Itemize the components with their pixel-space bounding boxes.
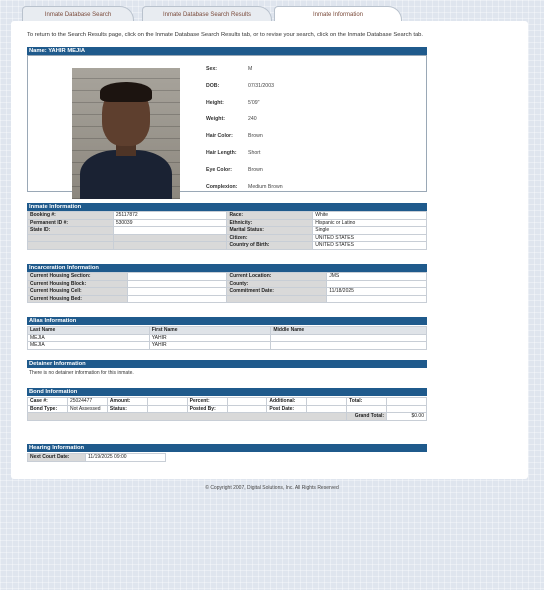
detainer-header: Detainer Information (27, 360, 427, 368)
field-label: Commitment Date: (227, 288, 327, 296)
field-value (327, 295, 427, 303)
bond-label: Percent: (187, 398, 227, 406)
field-label: County: (227, 280, 327, 288)
bond-label: Additional: (267, 398, 307, 406)
bond-label: Post Date: (267, 405, 307, 413)
next-court-date-label: Next Court Date: (28, 454, 86, 462)
incarceration-table (27, 272, 427, 303)
alias-cell: MEJIA (28, 342, 150, 350)
field-label (28, 234, 114, 242)
profile-label: Sex: (206, 66, 217, 72)
alias-column-header: First Name (149, 327, 271, 335)
profile-value: 5'09" (248, 99, 260, 106)
bond-value (227, 398, 267, 406)
bond-value (227, 405, 267, 413)
grand-total-spacer (28, 413, 347, 421)
field-label: Current Housing Cell: (28, 288, 128, 296)
table-row (28, 212, 427, 220)
grand-total-row (28, 413, 427, 421)
bond-value (147, 405, 187, 413)
profile-label: Hair Color: (206, 133, 233, 140)
field-label: Country of Birth: (227, 242, 313, 250)
hearing-header: Hearing Information (27, 444, 427, 452)
bond-value (387, 398, 427, 406)
bond-value: Not Assessed (67, 405, 107, 413)
alias-table (27, 326, 427, 350)
table-row (28, 280, 427, 288)
bond-label: Total: (347, 398, 387, 406)
table-row (28, 219, 427, 227)
table-row (28, 398, 427, 406)
profile-label: Complexion: (206, 183, 238, 190)
field-value: Single (313, 227, 427, 235)
bond-header: Bond Information (27, 388, 427, 396)
field-label: State ID: (28, 227, 114, 235)
bond-label: Amount: (107, 398, 147, 406)
field-label (227, 295, 327, 303)
content-panel (11, 21, 528, 479)
field-label: Current Location: (227, 273, 327, 281)
field-label: Race: (227, 212, 313, 220)
incarceration-header: Incarceration Information (27, 264, 427, 272)
bond-value (147, 398, 187, 406)
tab-inmate-database-search-results[interactable]: Inmate Database Search Results (142, 6, 272, 22)
field-value (113, 242, 227, 250)
field-value (113, 227, 227, 235)
field-label: Current Housing Block: (28, 280, 128, 288)
field-value (327, 280, 427, 288)
table-row (28, 242, 427, 250)
table-row (28, 273, 427, 281)
alias-header: Alias Information (27, 317, 427, 325)
field-label: Current Housing Bed: (28, 295, 128, 303)
tab-inmate-information[interactable]: Inmate Information (274, 6, 402, 22)
field-value (127, 273, 227, 281)
alias-column-header: Last Name (28, 327, 150, 335)
field-value: 11/18/2025 (327, 288, 427, 296)
field-value (127, 280, 227, 288)
field-label: Ethnicity: (227, 219, 313, 227)
next-court-date-value: 11/19/2025 09:00 (86, 454, 166, 462)
field-value: JMS (327, 273, 427, 281)
profile-value: 07/31/2003 (248, 82, 274, 89)
tab-bar (22, 6, 402, 22)
profile-value: Brown (248, 166, 263, 173)
bond-label: Case #: (28, 398, 68, 406)
bond-value: 25024477 (67, 398, 107, 406)
field-label: Permanent ID #: (28, 219, 114, 227)
field-label: Current Housing Section: (28, 273, 128, 281)
inmate-photo (72, 68, 180, 199)
alias-cell: YAHIR (149, 334, 271, 342)
bond-label: Status: (107, 405, 147, 413)
table-row (28, 227, 427, 235)
profile-value: M (248, 66, 253, 72)
grand-total-label: Grand Total: (347, 413, 387, 421)
hearing-table (27, 453, 427, 462)
field-value: 25117872 (113, 212, 227, 220)
alias-cell: YAHIR (149, 342, 271, 350)
footer-copyright: © Copyright 2007, Digital Solutions, Inc. All Rights Reserved (205, 485, 339, 491)
alias-cell (271, 334, 427, 342)
field-value: 530039 (113, 219, 227, 227)
bond-table (27, 397, 427, 421)
field-value (127, 288, 227, 296)
bond-value (387, 405, 427, 413)
bond-value (307, 398, 347, 406)
profile-label: Weight: (206, 116, 225, 123)
bond-value (307, 405, 347, 413)
field-label: Marital Status: (227, 227, 313, 235)
table-row (28, 334, 427, 342)
field-value: White (313, 212, 427, 220)
profile-value: Medium Brown (248, 183, 283, 190)
profile-label: Hair Length: (206, 150, 237, 156)
name-header: Name: YAHIR MEJIA (27, 47, 427, 55)
field-label (28, 242, 114, 250)
alias-header-row (28, 327, 427, 335)
table-row (28, 288, 427, 296)
alias-cell (271, 342, 427, 350)
intro-text: To return to the Search Results page, click on the Inmate Database Search Results tab, or to revise your search, click on the Inmate Database Search tab. (27, 32, 424, 38)
profile-value: Brown (248, 133, 263, 140)
field-label: Citizen: (227, 234, 313, 242)
profile-value: Short (248, 150, 261, 156)
field-value (113, 234, 227, 242)
bond-label: Bond Type: (28, 405, 68, 413)
bond-label (347, 405, 387, 413)
table-row (28, 234, 427, 242)
field-value (127, 295, 227, 303)
field-value: UNITED STATES (313, 242, 427, 250)
inmate-information-header: Inmate Information (27, 203, 427, 211)
profile-label: Eye Color: (206, 166, 232, 173)
field-value: UNITED STATES (313, 234, 427, 242)
inmate-information-table (27, 211, 427, 250)
profile-label: DOB: (206, 82, 220, 89)
field-label: Booking #: (28, 212, 114, 220)
alias-cell: MEJIA (28, 334, 150, 342)
table-row (28, 295, 427, 303)
field-value: Hispanic or Latino (313, 219, 427, 227)
grand-total-value: $0.00 (387, 413, 427, 421)
detainer-note: There is no detainer information for this inmate. (29, 370, 134, 376)
profile-box (27, 55, 427, 192)
alias-column-header: Middle Name (271, 327, 427, 335)
table-row (28, 405, 427, 413)
profile-label: Height: (206, 99, 224, 106)
tab-inmate-database-search[interactable]: Inmate Database Search (22, 6, 134, 22)
bond-label: Posted By: (187, 405, 227, 413)
profile-value: 240 (248, 116, 257, 123)
table-row (28, 342, 427, 350)
